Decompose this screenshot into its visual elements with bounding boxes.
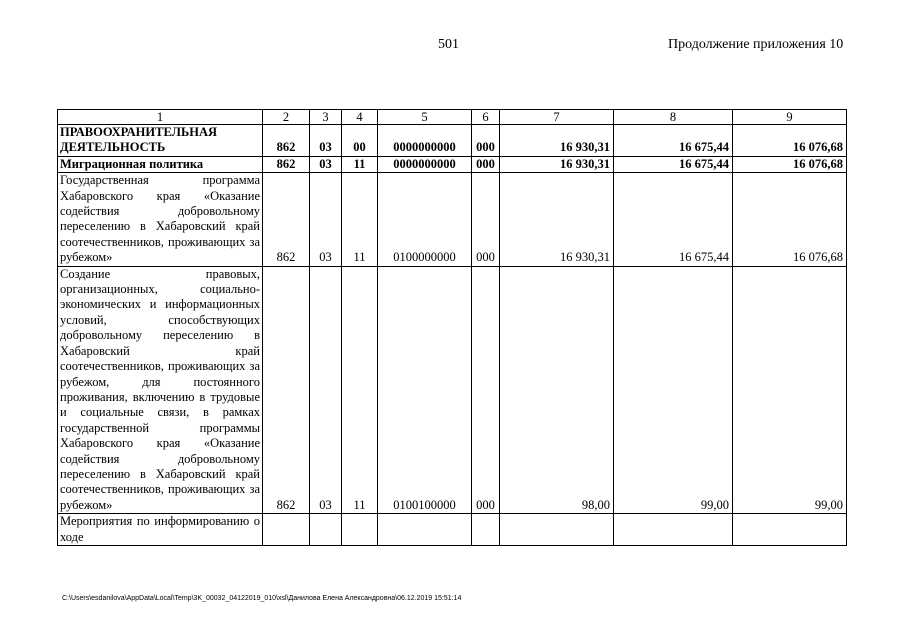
value-cell: 11	[342, 266, 378, 514]
column-header: 6	[472, 110, 500, 125]
column-header: 2	[263, 110, 310, 125]
table-row	[58, 266, 847, 514]
value-cell: 0000000000	[378, 156, 472, 172]
value-cell	[472, 514, 500, 546]
value-cell: 03	[310, 173, 342, 266]
value-cell: 862	[263, 266, 310, 514]
value-cell: 000	[472, 173, 500, 266]
table-row	[58, 125, 847, 157]
table-row	[58, 173, 847, 266]
value-cell: 11	[342, 156, 378, 172]
value-cell: 16 930,31	[500, 156, 614, 172]
value-cell: 03	[310, 156, 342, 172]
value-cell: 862	[263, 125, 310, 157]
value-cell: 16 675,44	[614, 125, 733, 157]
value-cell: 98,00	[500, 266, 614, 514]
value-cell: 16 076,68	[733, 173, 847, 266]
value-cell	[733, 514, 847, 546]
value-cell: 99,00	[614, 266, 733, 514]
column-header-row	[58, 110, 847, 125]
column-header: 5	[378, 110, 472, 125]
value-cell: 000	[472, 156, 500, 172]
column-header: 1	[58, 110, 263, 125]
value-cell: 16 930,31	[500, 125, 614, 157]
value-cell: 99,00	[733, 266, 847, 514]
value-cell	[263, 514, 310, 546]
file-path-footer: C:\Users\esdanilova\AppData\Local\Temp\3K_00032_04122019_010\xsl\Данилова Елена Александровна\06.12.2019 15:51:14	[62, 595, 462, 602]
value-cell	[342, 514, 378, 546]
value-cell: 16 675,44	[614, 173, 733, 266]
row-name-cell: ПРАВООХРАНИТЕЛЬНАЯ ДЕЯТЕЛЬНОСТЬ	[58, 125, 263, 157]
appendix-label: Продолжение приложения 10	[668, 37, 844, 52]
value-cell: 0100000000	[378, 173, 472, 266]
page-number: 501	[438, 37, 459, 52]
value-cell: 0000000000	[378, 125, 472, 157]
value-cell: 11	[342, 173, 378, 266]
value-cell: 03	[310, 125, 342, 157]
value-cell	[310, 514, 342, 546]
row-name-cell: Миграционная политика	[58, 156, 263, 172]
value-cell: 862	[263, 156, 310, 172]
value-cell: 00	[342, 125, 378, 157]
column-header: 3	[310, 110, 342, 125]
value-cell: 862	[263, 173, 310, 266]
column-header: 9	[733, 110, 847, 125]
row-name-cell: Государственная программа Хабаровского края «Оказание содействия добровольному переселению в Хабаровский край соотечественников, проживающих за рубежом»	[58, 173, 263, 266]
value-cell: 0100100000	[378, 266, 472, 514]
budget-table	[57, 109, 847, 546]
row-name-cell: Создание правовых, организационных, социально-экономических и информационных условий, способствующих добровольному переселению в Хабаровский край соотечественников, проживающих за рубежом, для постоянного проживания, включению в трудовые и социальные связи, в рамках государственной программы Хабаровского края «Оказание содействия добровольному переселению в Хабаровский край соотечественников, проживающих за рубежом»	[58, 266, 263, 514]
value-cell	[614, 514, 733, 546]
value-cell: 03	[310, 266, 342, 514]
table-row	[58, 156, 847, 172]
value-cell: 000	[472, 125, 500, 157]
value-cell: 16 930,31	[500, 173, 614, 266]
value-cell	[500, 514, 614, 546]
row-name-cell: Мероприятия по информированию о ходе	[58, 514, 263, 546]
value-cell	[378, 514, 472, 546]
value-cell: 16 675,44	[614, 156, 733, 172]
value-cell: 16 076,68	[733, 125, 847, 157]
column-header: 8	[614, 110, 733, 125]
column-header: 4	[342, 110, 378, 125]
column-header: 7	[500, 110, 614, 125]
value-cell: 000	[472, 266, 500, 514]
table-row	[58, 514, 847, 546]
value-cell: 16 076,68	[733, 156, 847, 172]
